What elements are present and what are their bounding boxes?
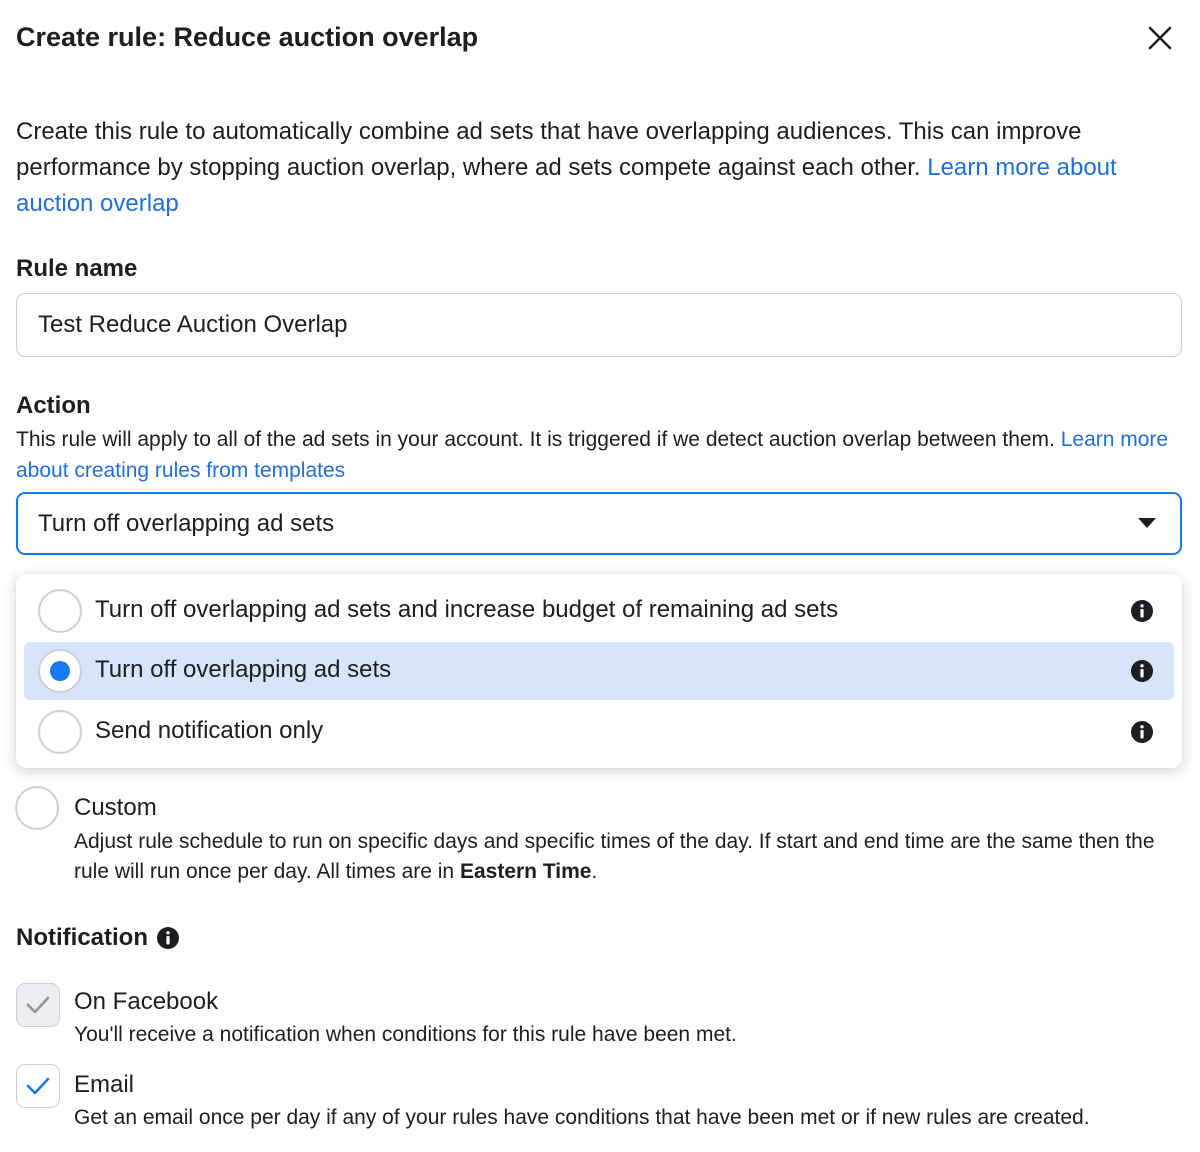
- close-icon: [1140, 18, 1180, 58]
- intro-text: [16, 114, 1184, 222]
- learn-templates-link[interactable]: Learn more about creating rules from templates: [16, 428, 1169, 482]
- intro-body: Create this rule to automatically combine ad sets that have overlapping audiences. This can improve performance by stopping auction overlap, where ad sets compete against each other.: [16, 118, 1082, 181]
- info-icon[interactable]: [1130, 659, 1154, 683]
- option-turn-off-increase-budget[interactable]: [24, 582, 1174, 640]
- email-description: Get an email once per day if any of your rules have conditions that have been met or if new rules are created.: [74, 1106, 1090, 1129]
- rule-name-input[interactable]: Test Reduce Auction Overlap: [16, 293, 1182, 357]
- learn-auction-overlap-link[interactable]: Learn more about auction overlap: [16, 154, 1117, 217]
- info-icon[interactable]: [1130, 599, 1154, 623]
- info-icon[interactable]: [156, 926, 180, 950]
- info-icon[interactable]: [1130, 720, 1154, 744]
- email-label: Email: [74, 1071, 135, 1098]
- option-send-notification-only[interactable]: [24, 703, 1174, 761]
- notification-label: Notification: [16, 924, 148, 951]
- action-description: [16, 424, 1184, 486]
- caret-down-icon: [1138, 518, 1156, 528]
- radio-button[interactable]: [38, 710, 82, 754]
- rule-name-label: Rule name: [16, 255, 138, 282]
- checkmark-icon: [25, 994, 51, 1016]
- custom-schedule-label: Custom: [74, 794, 157, 821]
- radio-button[interactable]: [38, 589, 82, 633]
- timezone: Eastern Time: [459, 860, 592, 883]
- action-description-text: This rule will apply to all of the ad sets in your account. It is triggered if we detect auction overlap between them.: [16, 428, 1055, 451]
- dialog-title: Create rule: Reduce auction overlap: [16, 22, 479, 52]
- on-facebook-label: On Facebook: [74, 988, 219, 1015]
- email-checkbox[interactable]: [16, 1064, 60, 1108]
- option-label: Turn off overlapping ad sets and increase budget of remaining ad sets: [95, 596, 839, 623]
- option-label: Turn off overlapping ad sets: [95, 656, 392, 683]
- option-turn-off-overlapping[interactable]: [24, 642, 1174, 700]
- period: .: [591, 860, 598, 883]
- on-facebook-checkbox[interactable]: [16, 983, 60, 1027]
- action-label: Action: [16, 392, 91, 419]
- custom-desc-text: Adjust rule schedule to run on specific days and specific times of the day. If start and end time are the same then the rule will run once per day. All times are in: [74, 830, 1155, 883]
- close-button[interactable]: [1140, 18, 1180, 58]
- action-dropdown-menu: [16, 574, 1182, 768]
- checkmark-icon: [25, 1075, 51, 1097]
- custom-schedule-radio[interactable]: [15, 786, 59, 830]
- custom-schedule-description: [74, 827, 1174, 887]
- action-select[interactable]: [16, 492, 1182, 555]
- option-label: Send notification only: [95, 717, 324, 744]
- action-select-value: Turn off overlapping ad sets: [38, 509, 335, 537]
- radio-button-selected[interactable]: [38, 649, 82, 693]
- on-facebook-description: You'll receive a notification when conditions for this rule have been met.: [74, 1023, 737, 1046]
